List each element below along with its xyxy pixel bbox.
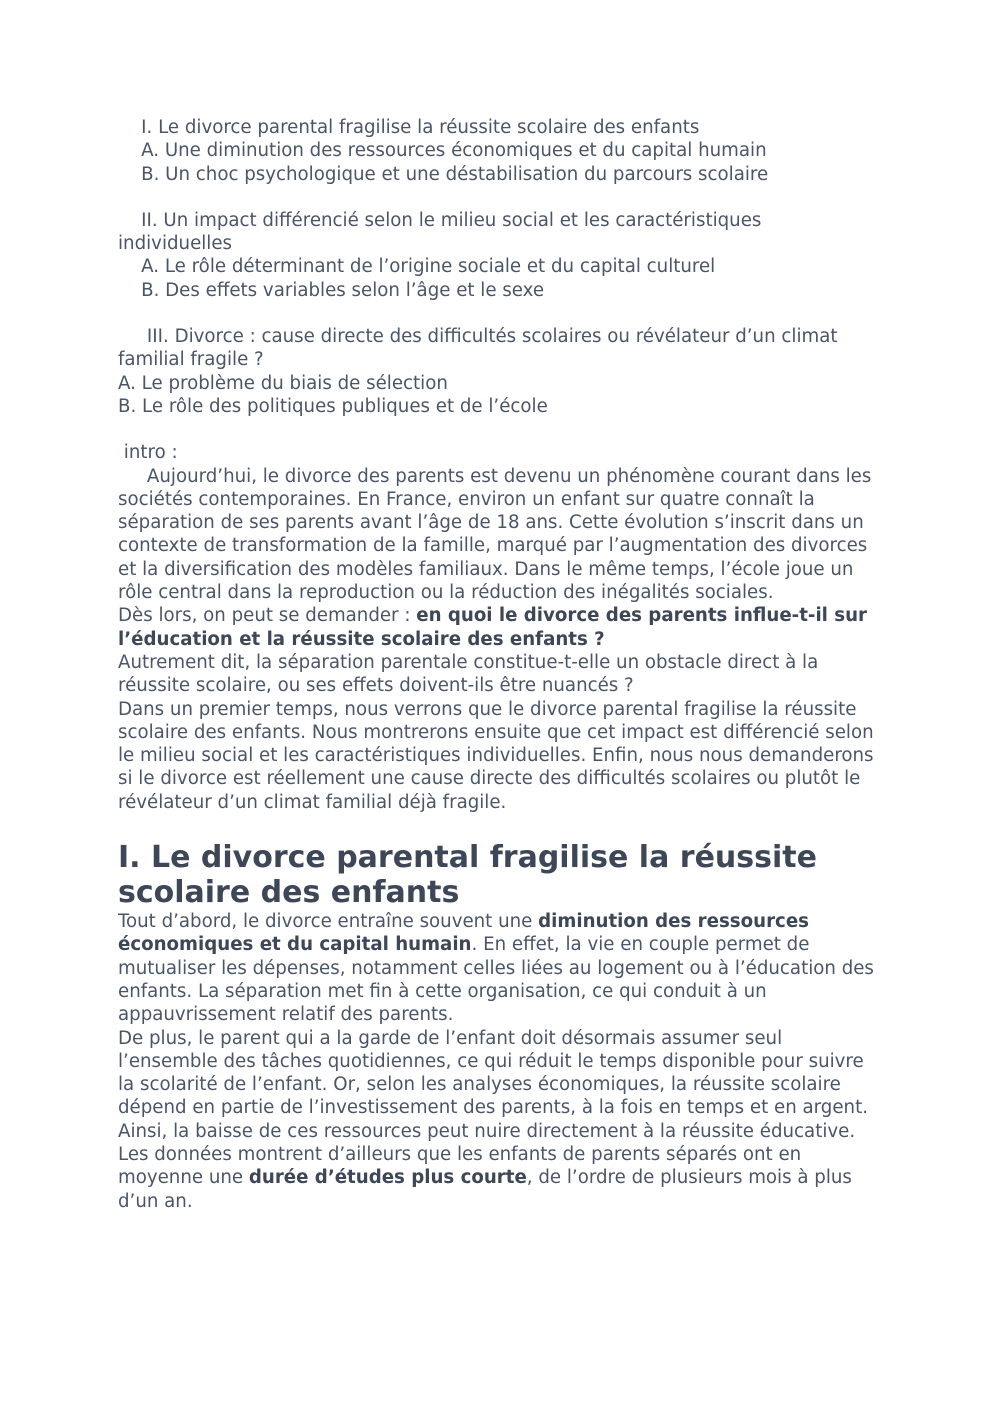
plan-part2-a: A. Le rôle déterminant de l’origine sociale et du capital culturel [118, 256, 716, 278]
intro-label: intro : [118, 442, 178, 464]
plan-part2-title: II. Un impact différencié selon le milieu social et les caractéristiques individuelles [118, 209, 768, 255]
intro-paragraph-1: Aujourd’hui, le divorce des parents est devenu un phénomène courant dans les sociétés contemporaines. En France, environ un enfant sur quatre connaît la séparation de ses parents avant l’âge de 18 ans. Cette évolution s’inscrit dans un contexte de transformation de la famille, marqué par l’augmentation des divorces et la diversification des modèles familiaux. Dans le même temps, l’école joue un rôle central dans la reproduction ou la réduction des inégalités sociales. [118, 465, 878, 604]
section-1-p1-text-c: . En effet, la vie en couple permet de mutualiser les dépenses, notamment celles liées au logement ou à l’éducation des enfants. La séparation met fin à cette organisation, ce qui conduit à un appauvrissement relatif des parents. [118, 934, 880, 1026]
section-1-heading: I. Le divorce parental fragilise la réussite scolaire des enfants [118, 840, 817, 911]
section-1-p3-text-a: Les données montrent d’ailleurs que les enfants de parents séparés ont en moyenne une [118, 1143, 807, 1189]
intro-paragraph-2: Autrement dit, la séparation parentale constitue-t-elle un obstacle direct à la réussite scolaire, ou ses effets doivent-ils être nuancés ? [118, 651, 825, 697]
document-page [118, 116, 878, 1213]
plan-part1-title: I. Le divorce parental fragilise la réussite scolaire des enfants [118, 117, 700, 138]
plan-part1-a: A. Une diminution des ressources économiques et du capital humain [118, 140, 767, 162]
section-1-p1-bold: diminution des ressources économiques et du capital humain [118, 911, 816, 956]
plan-part1-b: B. Un choc psychologique et une déstabilisation du parcours scolaire [118, 163, 769, 185]
section-1-p1-text-a: Tout d’abord, le divorce entraîne souvent une [118, 911, 539, 933]
section-1-paragraph-2: De plus, le parent qui a la garde de l’enfant doit désormais assumer seul l’ensemble des tâches quotidiennes, ce qui réduit le temps disponible pour suivre la scolarité de l’enfant. Or, selon les analyses économiques, la réussite scolaire dépend en partie de l’investissement des parents, à la fois en temps et en argent. Ainsi, la baisse de ces ressources peut nuire directement à la réussite éducative. [118, 1027, 874, 1142]
problematique-question: en quoi le divorce des parents influe-t-il sur l’éducation et la réussite scolaire des enfants ? [118, 605, 874, 650]
section-1-p3-text-c: , de l’ordre de plusieurs mois à plus d’un an. [118, 1167, 858, 1212]
section-1-paragraph-3 [118, 1143, 878, 1213]
plan-part3-a: A. Le problème du biais de sélection [118, 372, 448, 394]
plan-part2-b: B. Des effets variables selon l’âge et le sexe [118, 279, 545, 301]
problematique [118, 604, 878, 651]
intro-paragraph-3: Dans un premier temps, nous verrons que le divorce parental fragilise la réussite scolaire des enfants. Nous montrerons ensuite que cet impact est différencié selon le milieu social et les caractéristiques individuelles. Enfin, nous nous demanderons si le divorce est réellement une cause directe des difficultés scolaires ou plutôt le révélateur d’un climat familial déjà fragile. [118, 698, 880, 813]
plan-part3-title: III. Divorce : cause directe des difficultés scolaires ou révélateur d’un climat familial fragile ? [118, 326, 844, 371]
section-1-p3-bold: durée d’études plus courte [248, 1167, 527, 1189]
plan-part3-b: B. Le rôle des politiques publiques et de l’école [118, 395, 548, 417]
problematique-lead: Dès lors, on peut se demander : [118, 605, 417, 627]
section-1-paragraph-1 [118, 910, 878, 1026]
